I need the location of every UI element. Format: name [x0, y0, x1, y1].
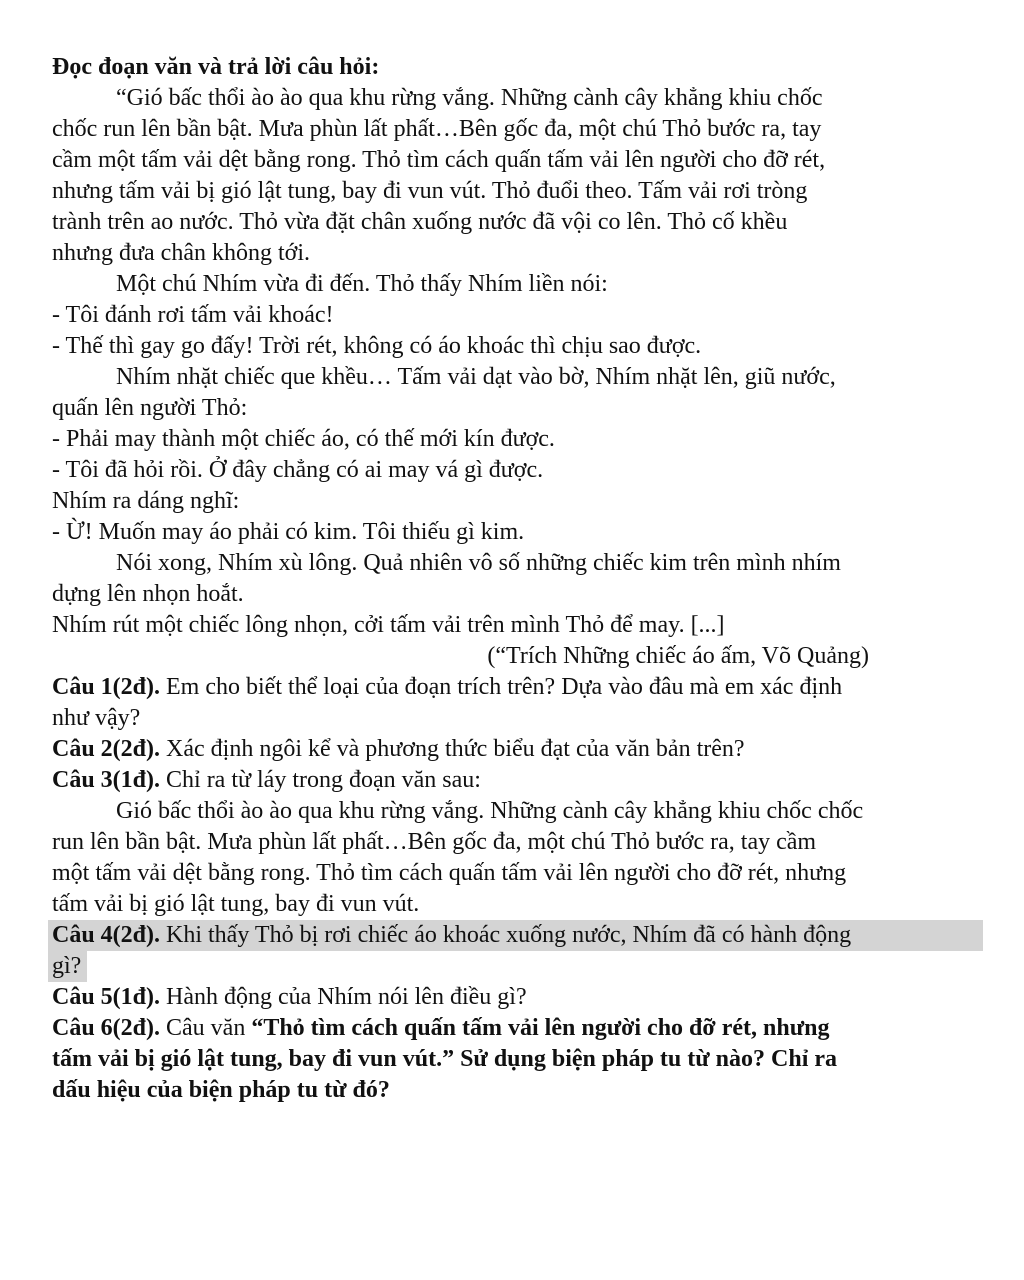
passage-line: chốc run lên bần bật. Mưa phùn lất phất…Bên gốc đa, một chú Thỏ bước ra, tay	[52, 116, 822, 142]
passage-line: Nói xong, Nhím xù lông. Quả nhiên vô số những chiếc kim trên mình nhím	[116, 550, 841, 576]
dialogue-line: - Phải may thành một chiếc áo, có thế mới kín được.	[52, 426, 555, 452]
passage-line: nhưng đưa chân không tới.	[52, 240, 310, 266]
passage-line: “Gió bấc thổi ào ào qua khu rừng vắng. Những cành cây khẳng khiu chốc	[116, 85, 823, 111]
question-label: Câu 5(1đ).	[52, 984, 161, 1010]
passage-line: cầm một tấm vải dệt bằng rong. Thỏ tìm cách quấn tấm vải lên người cho đỡ rét,	[52, 147, 826, 173]
dialogue-line: - Tôi đã hỏi rồi. Ở đây chẳng có ai may vá gì được.	[52, 457, 544, 483]
quote-line: tấm vải bị gió lật tung, bay đi vun vút.	[52, 891, 420, 917]
passage-line: Nhím rút một chiếc lông nhọn, cởi tấm vải trên mình Thỏ để may. [...]	[52, 612, 725, 638]
passage-line: trành trên ao nước. Thỏ vừa đặt chân xuống nước đã vội co lên. Thỏ cố khều	[52, 209, 788, 235]
quote-line: Gió bấc thổi ào ào qua khu rừng vắng. Những cành cây khẳng khiu chốc chốc	[116, 798, 864, 824]
source-citation: (“Trích Những chiếc áo ấm, Võ Quảng)	[487, 643, 869, 669]
question-4-highlighted: Câu 4(2đ). Khi thấy Thỏ bị rơi chiếc áo khoác xuống nước, Nhím đã có hành động	[48, 920, 983, 951]
question-label: Câu 3(1đ).	[52, 767, 161, 793]
passage-line: Nhím ra dáng nghĩ:	[52, 488, 240, 514]
dialogue-line: - Ừ! Muốn may áo phải có kim. Tôi thiếu gì kim.	[52, 519, 525, 545]
passage-line: quấn lên người Thỏ:	[52, 395, 248, 421]
question-6-continued: tấm vải bị gió lật tung, bay đi vun vút.” Sử dụng biện pháp tu từ nào? Chỉ ra	[52, 1046, 838, 1072]
worksheet-page	[52, 52, 987, 1106]
question-3: Câu 3(1đ). Chỉ ra từ láy trong đoạn văn sau:	[52, 767, 481, 793]
question-6: Câu 6(2đ). Câu văn “Thỏ tìm cách quấn tấm vải lên người cho đỡ rét, nhưng	[52, 1015, 830, 1041]
worksheet-heading: Đọc đoạn văn và trả lời câu hỏi:	[52, 54, 380, 80]
question-6-continued: dấu hiệu của biện pháp tu từ đó?	[52, 1077, 390, 1103]
question-label: Câu 6(2đ).	[52, 1015, 161, 1041]
question-list	[52, 672, 987, 1106]
quote-line: một tấm vải dệt bằng rong. Thỏ tìm cách quấn tấm vải lên người cho đỡ rét, nhưng	[52, 860, 847, 886]
question-label: Câu 2(2đ).	[52, 736, 161, 762]
passage-line: dựng lên nhọn hoắt.	[52, 581, 244, 607]
question-1-continued: như vậy?	[52, 705, 141, 731]
quote-line: run lên bần bật. Mưa phùn lất phất…Bên gốc đa, một chú Thỏ bước ra, tay cầm	[52, 829, 817, 855]
story-passage	[52, 83, 987, 672]
passage-line: Nhím nhặt chiếc que khều… Tấm vải dạt vào bờ, Nhím nhặt lên, giũ nước,	[116, 364, 836, 390]
question-label: Câu 1(2đ).	[52, 674, 161, 700]
dialogue-line: - Tôi đánh rơi tấm vải khoác!	[52, 302, 334, 328]
question-1: Câu 1(2đ). Em cho biết thể loại của đoạn trích trên? Dựa vào đâu mà em xác định	[52, 674, 843, 700]
question-label: Câu 4(2đ).	[52, 922, 161, 948]
question-5: Câu 5(1đ). Hành động của Nhím nói lên điều gì?	[52, 984, 527, 1010]
question-2: Câu 2(2đ). Xác định ngôi kể và phương thức biểu đạt của văn bản trên?	[52, 736, 745, 762]
question-4-continued: gì?	[48, 951, 87, 982]
dialogue-line: - Thế thì gay go đấy! Trời rét, không có áo khoác thì chịu sao được.	[52, 333, 702, 359]
passage-line: nhưng tấm vải bị gió lật tung, bay đi vun vút. Thỏ đuổi theo. Tấm vải rơi tròng	[52, 178, 808, 204]
passage-line: Một chú Nhím vừa đi đến. Thỏ thấy Nhím liền nói:	[116, 271, 608, 297]
